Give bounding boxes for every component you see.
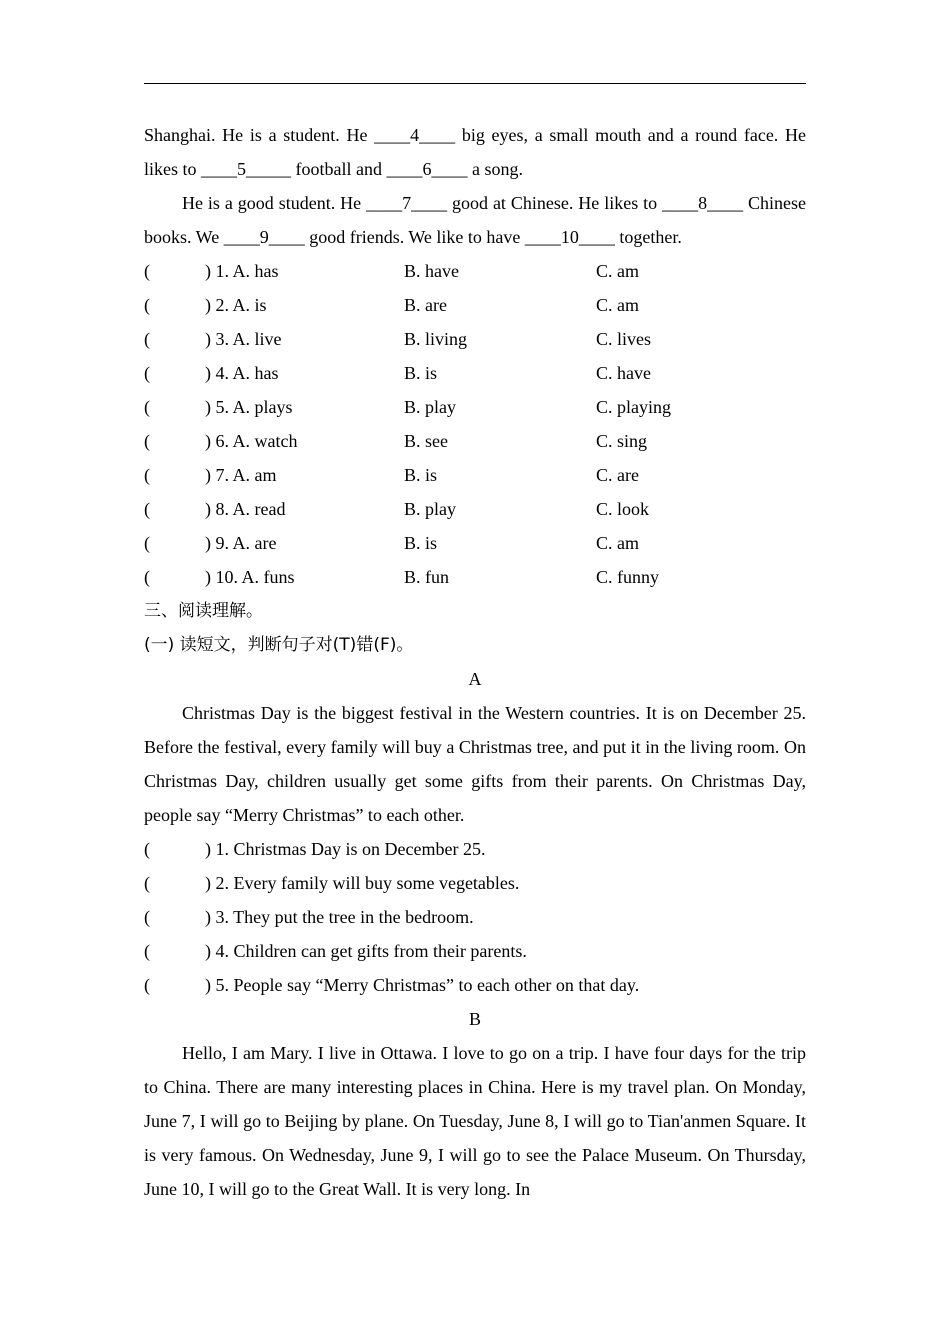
option-a: ) 3. A. live — [205, 329, 282, 349]
option-b: B. play — [404, 499, 456, 519]
answer-paren[interactable]: ( — [144, 567, 150, 587]
question-text: ) 5. People say “Merry Christmas” to each other on that day. — [205, 975, 640, 995]
question-text: ) 2. Every family will buy some vegetables. — [205, 873, 520, 893]
option-c: C. funny — [596, 567, 659, 587]
option-row — [144, 424, 806, 458]
passage-a-questions — [144, 832, 806, 1002]
text: He is a good student. He — [182, 193, 367, 213]
option-a: ) 6. A. watch — [205, 431, 298, 451]
cloze-options — [144, 254, 806, 594]
answer-paren[interactable]: ( — [144, 329, 150, 349]
option-c: C. look — [596, 499, 650, 519]
option-b: B. fun — [404, 567, 449, 587]
answer-paren[interactable]: ( — [144, 363, 150, 383]
question-row — [144, 866, 806, 900]
option-c: C. lives — [596, 329, 652, 349]
answer-paren[interactable]: ( — [144, 975, 150, 995]
option-row — [144, 288, 806, 322]
blank-8[interactable]: ____8____ — [662, 193, 744, 213]
option-b: B. are — [404, 295, 447, 315]
question-text: ) 3. They put the tree in the bedroom. — [205, 907, 474, 927]
answer-paren[interactable]: ( — [144, 941, 150, 961]
question-row — [144, 968, 806, 1002]
section-subheading: (一) 读短文，判断句子对(T)错(F)。 — [144, 635, 414, 655]
option-c: C. am — [596, 295, 639, 315]
question-row — [144, 900, 806, 934]
question-row — [144, 832, 806, 866]
answer-paren[interactable]: ( — [144, 261, 150, 281]
option-row — [144, 458, 806, 492]
answer-paren[interactable]: ( — [144, 533, 150, 553]
option-b: B. have — [404, 261, 459, 281]
text: good at Chinese. He likes to — [447, 193, 663, 213]
cloze-paragraph-1 — [144, 118, 806, 186]
option-a: ) 9. A. are — [205, 533, 277, 553]
question-text: ) 4. Children can get gifts from their parents. — [205, 941, 527, 961]
answer-paren[interactable]: ( — [144, 907, 150, 927]
option-row — [144, 390, 806, 424]
answer-paren[interactable]: ( — [144, 397, 150, 417]
option-row — [144, 322, 806, 356]
option-b: B. living — [404, 329, 468, 349]
text: good friends. We like to have — [304, 227, 525, 247]
option-row — [144, 560, 806, 594]
passage-b-text: Hello, I am Mary. I live in Ottawa. I love to go on a trip. I have four days for the trip to China. There are many interesting places in China. Here is my travel plan. On Monday, June 7, I will go to Beijing by plane. On Tuesday, June 8, I will go to Tian'anmen Square. It is very famous. On Wednesday, June 9, I will go to see the Palace Museum. On Thursday, June 10, I will go to the Great Wall. It is very long. In — [144, 1043, 806, 1199]
text: football and — [291, 159, 387, 179]
option-b: B. is — [404, 465, 438, 485]
option-c: C. playing — [596, 397, 671, 417]
answer-paren[interactable]: ( — [144, 499, 150, 519]
answer-paren[interactable]: ( — [144, 465, 150, 485]
option-c: C. have — [596, 363, 651, 383]
option-a: ) 8. A. read — [205, 499, 286, 519]
blank-6[interactable]: ____6____ — [386, 159, 468, 179]
option-row — [144, 526, 806, 560]
option-b: B. play — [404, 397, 456, 417]
option-row — [144, 254, 806, 288]
answer-paren[interactable]: ( — [144, 839, 150, 859]
option-a: ) 5. A. plays — [205, 397, 293, 417]
answer-paren[interactable]: ( — [144, 873, 150, 893]
option-c: C. am — [596, 261, 639, 281]
text: together. — [614, 227, 682, 247]
option-c: C. sing — [596, 431, 648, 451]
passage-a-label: A — [468, 669, 482, 689]
option-a: ) 10. A. funs — [205, 567, 295, 587]
blank-10[interactable]: ____10____ — [524, 227, 615, 247]
option-b: B. is — [404, 533, 438, 553]
passage-b-label: B — [468, 1009, 481, 1029]
text: Shanghai. He is a student. He — [144, 125, 375, 145]
section-heading: 三、阅读理解。 — [144, 601, 263, 621]
blank-4[interactable]: ____4____ — [374, 125, 456, 145]
option-a: ) 4. A. has — [205, 363, 279, 383]
document-page — [144, 118, 806, 1206]
text: Chinese books. We — [144, 193, 807, 247]
answer-paren[interactable]: ( — [144, 431, 150, 451]
text: a song. — [467, 159, 523, 179]
blank-5[interactable]: ____5_____ — [201, 159, 291, 179]
passage-a-text: Christmas Day is the biggest festival in the Western countries. It is on December 25. Before the festival, every family will buy a Christmas tree, and put it in the living room. On Christmas Day, children usually get some gifts from their parents. On Christmas Day, people say “Merry Christmas” to each other. — [144, 703, 806, 825]
blank-7[interactable]: ____7____ — [366, 193, 448, 213]
option-a: ) 7. A. am — [205, 465, 277, 485]
blank-9[interactable]: ____9____ — [223, 227, 305, 247]
option-row — [144, 492, 806, 526]
option-b: B. see — [404, 431, 448, 451]
option-c: C. am — [596, 533, 639, 553]
cloze-paragraph-2 — [144, 186, 806, 254]
question-row — [144, 934, 806, 968]
header-rule — [144, 83, 806, 84]
option-b: B. is — [404, 363, 438, 383]
answer-paren[interactable]: ( — [144, 295, 150, 315]
option-row — [144, 356, 806, 390]
question-text: ) 1. Christmas Day is on December 25. — [205, 839, 486, 859]
option-a: ) 1. A. has — [205, 261, 279, 281]
option-c: C. are — [596, 465, 639, 485]
option-a: ) 2. A. is — [205, 295, 267, 315]
text: big eyes, a small mouth and a round face. He likes to — [144, 125, 806, 179]
